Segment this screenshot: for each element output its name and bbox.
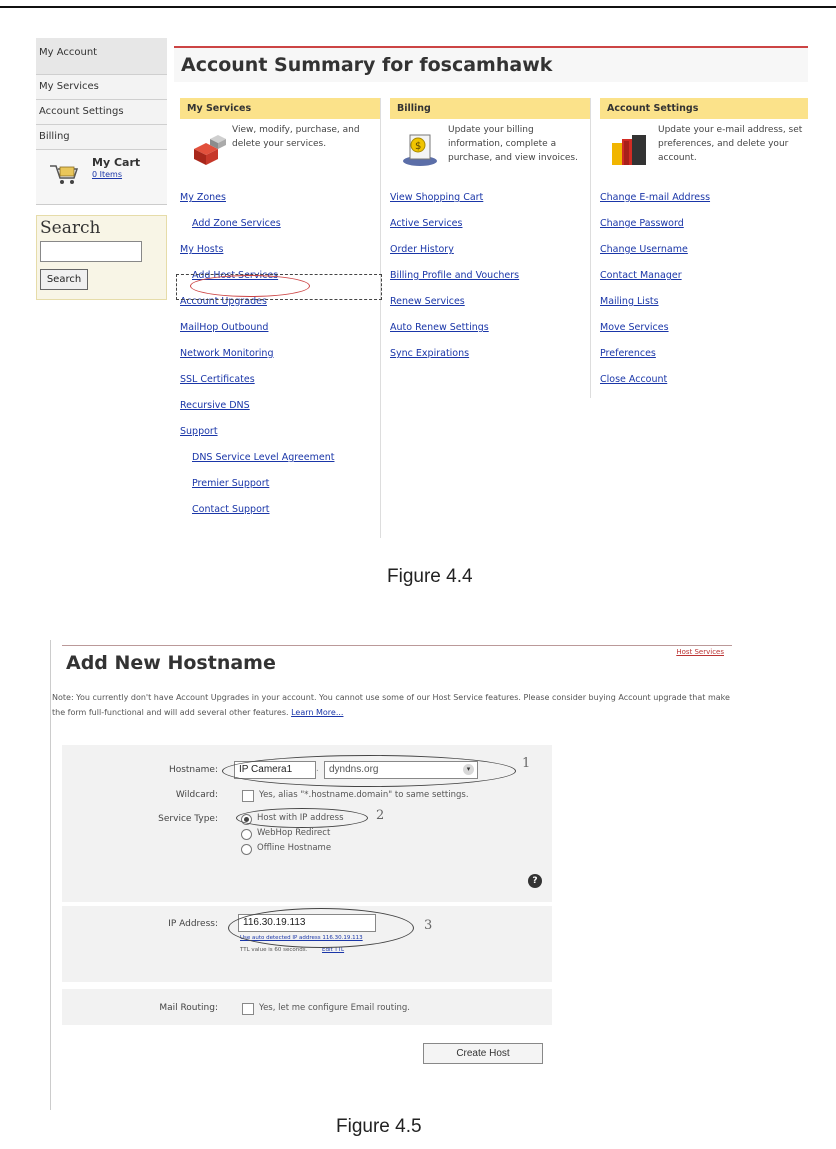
annotation-oval-3 xyxy=(228,908,414,948)
list-item xyxy=(600,317,808,343)
billing-link[interactable]: Billing Profile and Vouchers xyxy=(390,270,520,281)
sidebar-tab-billing[interactable]: Billing xyxy=(36,125,167,150)
settings-link[interactable]: Change Username xyxy=(600,244,688,255)
list-item xyxy=(180,421,380,447)
list-item xyxy=(180,369,380,395)
services-link[interactable]: Support xyxy=(180,426,218,437)
column-my-services xyxy=(180,98,381,538)
billing-invoice-icon xyxy=(400,131,440,167)
sidebar-tab-account-settings[interactable]: Account Settings xyxy=(36,100,167,125)
column-description xyxy=(390,119,590,187)
shopping-cart-icon xyxy=(48,162,80,186)
column-description xyxy=(180,119,380,187)
list-item xyxy=(600,187,808,213)
mail-routing-option: Yes, let me configure Email routing. xyxy=(259,1003,410,1013)
services-link[interactable]: Recursive DNS xyxy=(180,400,250,411)
page-top-rule xyxy=(0,0,836,8)
column-account-settings xyxy=(600,98,808,395)
search-panel xyxy=(36,215,167,300)
list-item xyxy=(600,213,808,239)
settings-link[interactable]: Change E-mail Address xyxy=(600,192,711,203)
page-title: Account Summary for foscamhawk xyxy=(181,54,553,76)
settings-description: Update your e-mail address, set preferences, and delete your account. xyxy=(658,125,803,163)
annotation-number-2: 2 xyxy=(376,808,385,823)
list-item xyxy=(180,317,380,343)
account-summary-header xyxy=(174,46,808,82)
settings-link[interactable]: Contact Manager xyxy=(600,270,682,281)
hostname-label: Hostname: xyxy=(168,765,218,775)
services-link[interactable]: MailHop Outbound xyxy=(180,322,269,333)
search-input[interactable] xyxy=(40,241,142,262)
services-link[interactable]: Contact Support xyxy=(192,504,270,515)
auto-detected-ip-link[interactable]: Use auto detected IP address 116.30.19.113 xyxy=(240,935,363,941)
highlight-oval xyxy=(190,275,310,297)
search-title: Search xyxy=(40,218,101,238)
list-item xyxy=(390,291,590,317)
billing-link[interactable]: Order History xyxy=(390,244,454,255)
settings-link[interactable]: Move Services xyxy=(600,322,669,333)
ttl-text: TTL value is 60 seconds. xyxy=(240,947,308,953)
services-cubes-icon xyxy=(190,131,230,167)
annotation-number-1: 1 xyxy=(522,756,531,771)
host-services-link[interactable]: Host Services xyxy=(676,648,724,656)
billing-link[interactable]: Active Services xyxy=(390,218,463,229)
service-option: Host with IP address xyxy=(257,813,344,823)
cart-title: My Cart xyxy=(92,156,141,169)
services-link[interactable]: Add Host Services xyxy=(192,270,279,281)
wildcard-checkbox[interactable] xyxy=(242,790,254,802)
list-item xyxy=(600,239,808,265)
search-button[interactable]: Search xyxy=(40,269,88,290)
caption-figure-4-5: Figure 4.5 xyxy=(336,1116,422,1137)
list-item xyxy=(600,343,808,369)
billing-description: Update your billing information, complete a purchase, and view invoices. xyxy=(448,125,578,163)
list-item xyxy=(180,213,380,239)
add-hostname-header xyxy=(62,645,732,674)
domain-select-value: dyndns.org xyxy=(329,764,379,775)
billing-link[interactable]: View Shopping Cart xyxy=(390,192,484,203)
create-host-button[interactable]: Create Host xyxy=(423,1043,543,1064)
billing-link[interactable]: Renew Services xyxy=(390,296,465,307)
cart-items-link[interactable]: 0 Items xyxy=(92,170,123,179)
billing-link[interactable]: Auto Renew Settings xyxy=(390,322,489,333)
hostname-input[interactable]: IP Camera1 xyxy=(234,761,316,779)
list-item xyxy=(180,447,380,473)
list-item xyxy=(390,239,590,265)
services-link[interactable]: Add Zone Services xyxy=(192,218,281,229)
services-link[interactable]: Network Monitoring xyxy=(180,348,274,359)
ip-address-input[interactable]: 116.30.19.113 xyxy=(238,914,376,932)
sidebar xyxy=(36,38,167,300)
wildcard-label: Wildcard: xyxy=(175,790,218,800)
billing-link-list xyxy=(390,187,590,369)
list-item xyxy=(390,187,590,213)
edit-ttl-link[interactable]: Edit TTL xyxy=(322,947,345,953)
list-item xyxy=(390,213,590,239)
help-icon[interactable]: ? xyxy=(528,874,542,888)
annotation-number-3: 3 xyxy=(424,918,433,933)
form-title: Add New Hostname xyxy=(66,652,276,674)
settings-link[interactable]: Change Password xyxy=(600,218,684,229)
settings-link-list xyxy=(600,187,808,395)
settings-link[interactable]: Mailing Lists xyxy=(600,296,659,307)
note-text: Note: You currently don't have Account Upgrades in your account. You cannot use some of our Host Service features. Please consider buying Account upgrade that make the form full-functional and will add several other features. xyxy=(52,693,730,717)
dot-separator: . xyxy=(316,764,319,774)
column-description xyxy=(600,119,808,187)
services-link[interactable]: My Zones xyxy=(180,192,226,203)
service-option: WebHop Redirect xyxy=(257,828,331,838)
annotation-oval-1 xyxy=(222,755,516,787)
column-billing xyxy=(390,98,591,398)
sidebar-tab-my-services[interactable]: My Services xyxy=(36,75,167,100)
column-heading: Account Settings xyxy=(600,98,808,119)
services-link-list xyxy=(180,187,380,525)
wildcard-option: Yes, alias "*.hostname.domain" to same settings. xyxy=(259,790,469,800)
list-item xyxy=(600,265,808,291)
list-item xyxy=(180,239,380,265)
services-link[interactable]: DNS Service Level Agreement xyxy=(192,452,335,463)
list-item xyxy=(390,343,590,369)
list-item xyxy=(180,395,380,421)
settings-link[interactable]: Preferences xyxy=(600,348,656,359)
service-option: Offline Hostname xyxy=(257,843,332,853)
services-description: View, modify, purchase, and delete your services. xyxy=(232,125,360,149)
radio-webhop-redirect[interactable] xyxy=(241,829,252,840)
figure-border xyxy=(50,640,51,1110)
ip-address-label: IP Address: xyxy=(168,919,218,929)
column-heading: My Services xyxy=(180,98,380,119)
list-item xyxy=(390,317,590,343)
column-heading: Billing xyxy=(390,98,590,119)
learn-more-link[interactable]: Learn More... xyxy=(291,708,344,717)
mail-routing-checkbox[interactable] xyxy=(242,1003,254,1015)
list-item xyxy=(390,265,590,291)
services-link[interactable]: My Hosts xyxy=(180,244,224,255)
list-item xyxy=(180,499,380,525)
list-item xyxy=(180,473,380,499)
svg-text:$: $ xyxy=(415,141,422,152)
services-link[interactable]: SSL Certificates xyxy=(180,374,255,385)
service-type-label: Service Type: xyxy=(158,814,218,824)
services-link[interactable]: Account Upgrades xyxy=(180,296,267,307)
settings-blocks-icon xyxy=(610,131,650,167)
annotation-oval-2 xyxy=(236,808,368,828)
radio-offline-hostname[interactable] xyxy=(241,844,252,855)
account-upgrade-note xyxy=(52,690,732,720)
list-item xyxy=(180,187,380,213)
sidebar-tab-my-account[interactable]: My Account xyxy=(36,38,167,75)
chevron-down-icon: ▾ xyxy=(463,764,474,775)
settings-link[interactable]: Close Account xyxy=(600,374,668,385)
billing-link[interactable]: Sync Expirations xyxy=(390,348,470,359)
services-link[interactable]: Premier Support xyxy=(192,478,270,489)
caption-figure-4-4: Figure 4.4 xyxy=(387,566,473,587)
list-item xyxy=(600,369,808,395)
cart-panel xyxy=(36,150,167,205)
mail-routing-label: Mail Routing: xyxy=(159,1003,218,1013)
list-item xyxy=(180,343,380,369)
list-item xyxy=(600,291,808,317)
